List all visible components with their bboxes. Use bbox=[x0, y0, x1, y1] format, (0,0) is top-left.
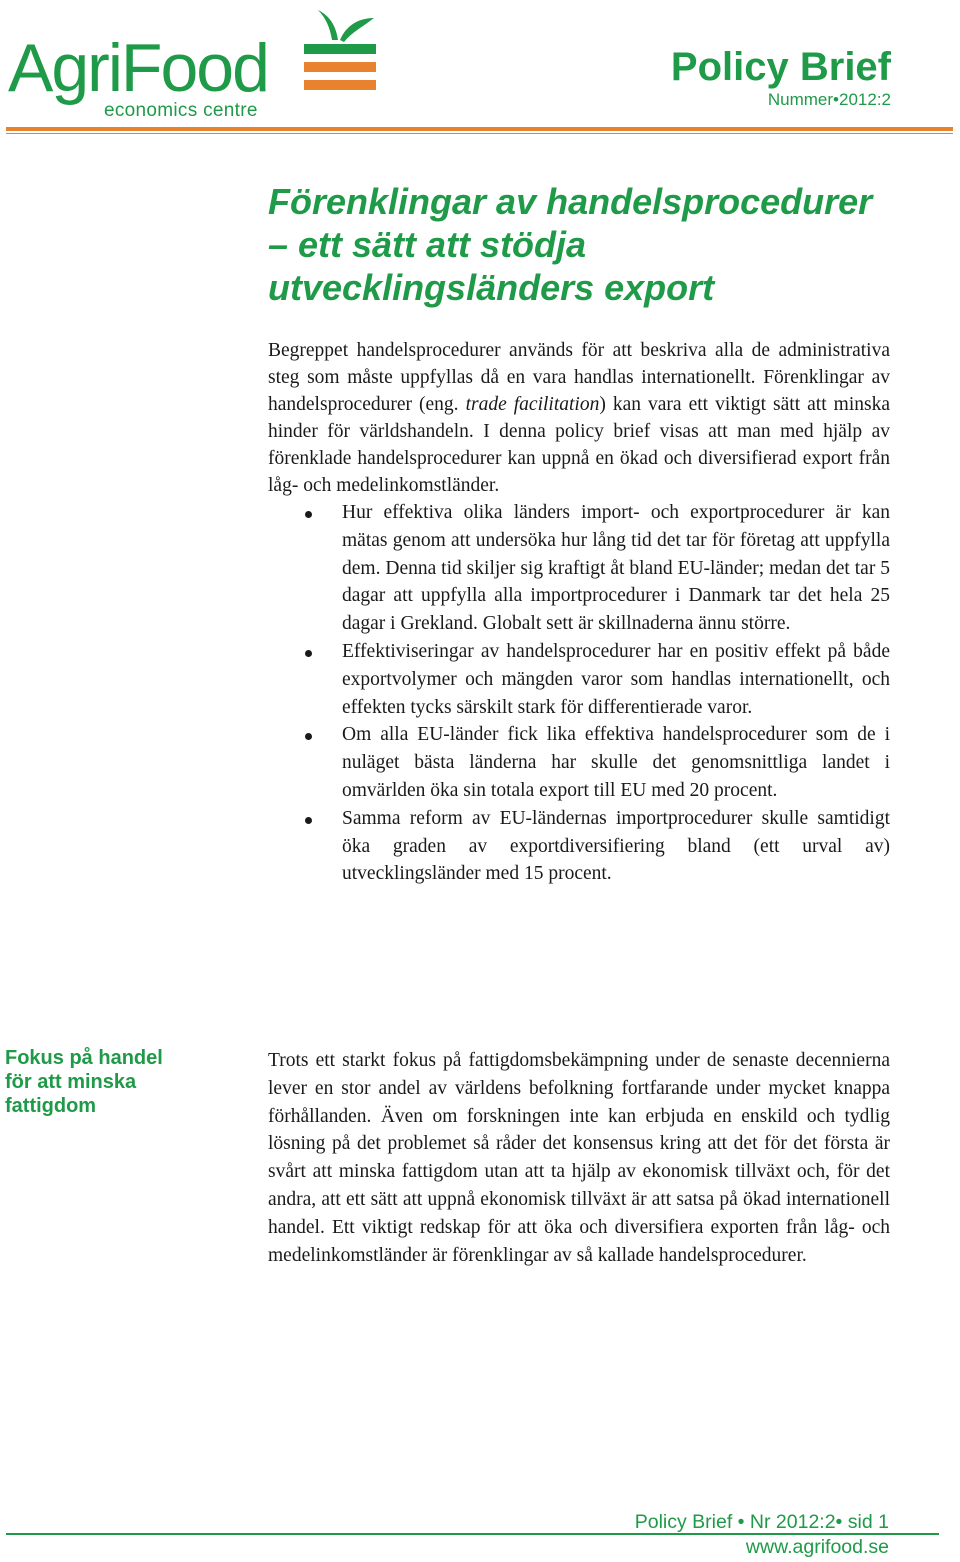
header-divider bbox=[6, 127, 953, 131]
title-line: utvecklingsländers export bbox=[268, 267, 715, 308]
brief-number: Nummer•2012:2 bbox=[767, 90, 891, 109]
intro-paragraph bbox=[268, 337, 890, 499]
brief-title: Policy Brief bbox=[670, 45, 891, 89]
bullet-icon bbox=[305, 817, 312, 824]
agrifood-logo bbox=[6, 4, 378, 122]
intro-text: Begreppet handelsprocedurer används för att beskriva alla de administrativa steg som måste uppfyllas då en vara handlas internationellt. Förenklingar av handelsprocedurer (eng. bbox=[268, 340, 890, 415]
title-line: Förenklingar av handelsprocedurer bbox=[268, 181, 873, 222]
intro-text-cont: ) kan vara ett viktigt sätt att minska hinder för världshandeln. bbox=[268, 394, 890, 442]
list-item bbox=[268, 638, 890, 721]
intro-key-message: I denna policy brief visas att man med hjälp av förenklade handelsprocedurer kan uppnå en ökad och diversifierad export från låg- och medelinkomstländer. bbox=[268, 421, 890, 496]
page-title bbox=[268, 180, 908, 309]
bullet-icon bbox=[305, 650, 312, 657]
section-heading: Fokus på handel för att minska fattigdom bbox=[5, 1047, 163, 1117]
logo-wordmark: AgriFood bbox=[8, 30, 268, 106]
list-item bbox=[268, 499, 890, 638]
bullet-text: Om alla EU-länder fick lika effektiva handelsprocedurer som de i nuläget bästa länderna har skulle det genomsnittliga landet i omvärlden öka sin totala export till EU med 20 procent. bbox=[342, 724, 890, 801]
bullet-icon bbox=[305, 511, 312, 518]
bullet-icon bbox=[305, 733, 312, 740]
title-line: – ett sätt att stödja bbox=[268, 224, 587, 265]
section-body: Trots ett starkt fokus på fattigdomsbekämpning under de senaste decennierna lever en stor andel av världens befolkning fortfarande under mycket knappa förhållanden. Även om forskningen inte kan erbjuda en enskild och tydlig lösning på det problemet så råder det konsensus kring att det för det första är svårt att minska fattigdom utan att ta hjälp av ekonomisk tillväxt och, för det andra, att ett sätt att uppnå ekonomisk tillväxt är att satsa på ökad internationell handel. Ett viktigt redskap för att öka och diversifiera exporten från låg- och medelinkomstländer är förenklingar av så kallade handelsprocedurer. bbox=[268, 1050, 890, 1266]
list-item bbox=[268, 805, 890, 888]
logo-mark-icon bbox=[296, 4, 378, 100]
logo-subtitle: economics centre bbox=[104, 100, 258, 121]
bullet-text: Samma reform av EU-ländernas importprocedurer skulle samtidigt öka graden av exportdiversifiering bland (ett urval av) utvecklingsländer med 15 procent. bbox=[342, 807, 890, 885]
bullet-text: Effektiviseringar av handelsprocedurer har en positiv effekt på både exportvolymer och mängden varor som handlas internationellt, och effekten tycks särskilt stark för differentierade varor. bbox=[342, 640, 890, 718]
header-divider-thin bbox=[6, 133, 953, 134]
key-findings-list bbox=[268, 499, 890, 888]
footer-page-info: Policy Brief • Nr 2012:2• sid 1 bbox=[634, 1511, 889, 1533]
summary-section bbox=[268, 337, 890, 888]
list-item bbox=[268, 721, 890, 804]
intro-italic-term: trade facilitation bbox=[465, 394, 600, 415]
bullet-text: Hur effektiva olika länders import- och exportprocedurer är kan mätas genom att undersöka hur lång tid det tar för företag att uppfylla dem. Denna tid skiljer sig kraftigt åt bland EU-länder; medan det tar 5 dagar att uppfylla alla importprocedurer i Danmark tar det hela 25 dagar i Grekland. Globalt sett är skillnaderna ännu större. bbox=[342, 502, 890, 635]
footer-url: www.agrifood.se bbox=[745, 1536, 889, 1558]
